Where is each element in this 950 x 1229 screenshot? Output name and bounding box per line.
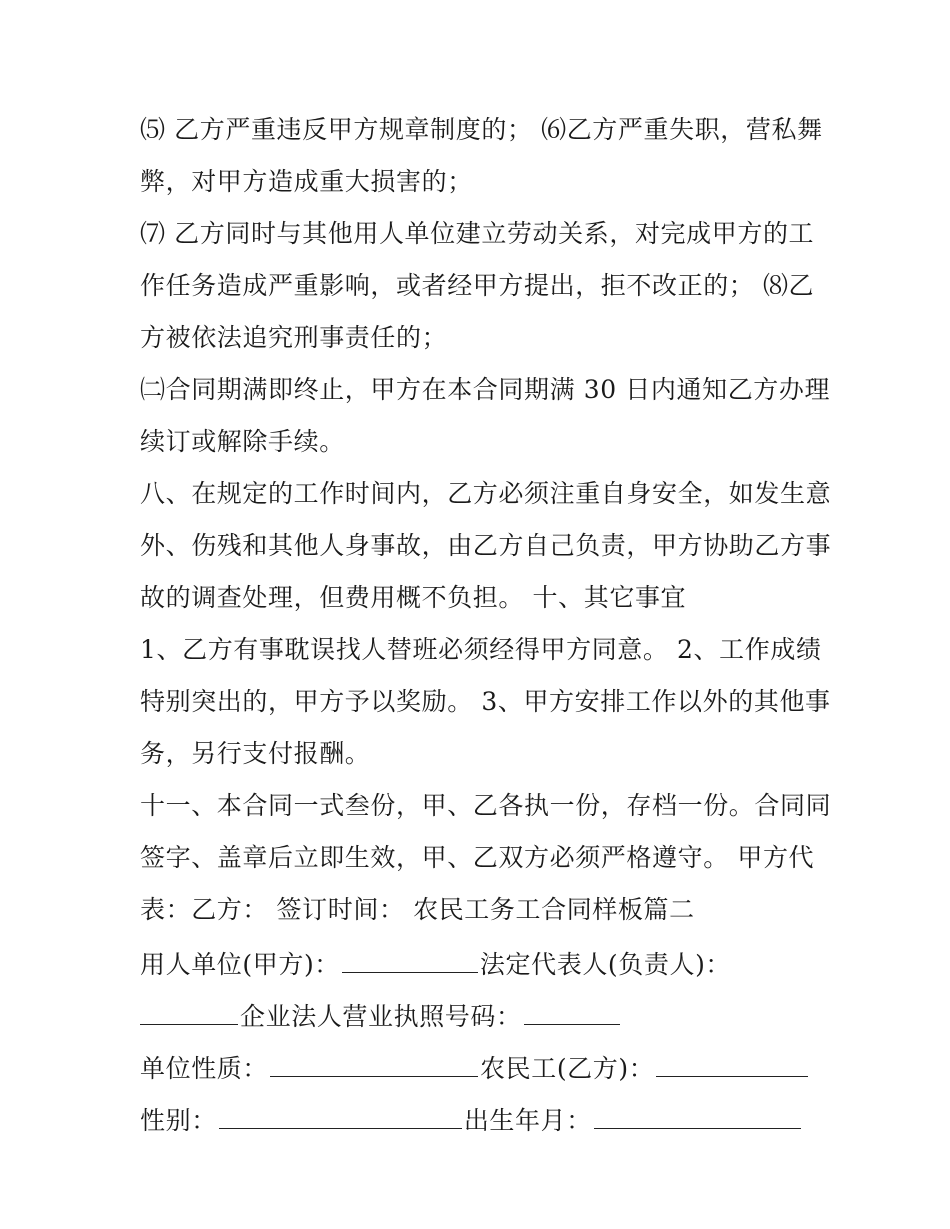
text-line: ⑺ 乙方同时与其他用人单位建立劳动关系，对完成甲方的工 — [140, 219, 815, 248]
text-line: 续订或解除手续。 — [140, 427, 345, 456]
text-line: 1、乙方有事耽误找人替班必须经得甲方同意。 2、工作成绩 — [140, 635, 822, 664]
text-line: 外、伤残和其他人身事故，由乙方自己负责，甲方协助乙方事 — [140, 531, 832, 560]
text-line: 十一、本合同一式叁份，甲、乙各执一份，存档一份。合同同 — [140, 791, 832, 820]
text-line: 弊，对甲方造成重大损害的； — [140, 167, 473, 196]
birth-label: 出生年月： — [463, 1106, 592, 1135]
employer-blank[interactable] — [342, 942, 478, 973]
worker-label: 农民工(乙方)： — [480, 1054, 655, 1083]
text-line: 务，另行支付报酬。 — [140, 739, 371, 768]
text-line: 作任务造成严重影响，或者经甲方提出，拒不改正的； ⑻乙 — [140, 271, 815, 300]
license-blank[interactable] — [524, 994, 620, 1025]
document-page — [140, 110, 832, 1150]
gender-blank[interactable] — [219, 1098, 462, 1129]
unit-nature-label: 单位性质： — [140, 1054, 269, 1083]
text-line: 八、在规定的工作时间内，乙方必须注重自身安全，如发生意 — [140, 479, 832, 508]
text-line: 方被依法追究刑事责任的； — [140, 323, 448, 352]
birth-blank[interactable] — [594, 1098, 801, 1129]
form-line-unit — [140, 1046, 820, 1098]
worker-blank[interactable] — [656, 1046, 808, 1077]
employer-label: 用人单位(甲方)： — [140, 950, 340, 979]
gender-label: 性别： — [140, 1106, 217, 1135]
text-line: ㈡合同期满即终止，甲方在本合同期满 30 日内通知乙方办理 — [140, 375, 831, 404]
form-line-gender — [140, 1098, 820, 1150]
text-line: 故的调查处理，但费用概不负担。 十、其它事宜 — [140, 583, 687, 612]
text-line: 表：乙方： 签订时间： 农民工务工合同样板篇二 — [140, 895, 695, 924]
form-line-employer — [140, 942, 820, 994]
legal-rep-blank[interactable] — [140, 994, 238, 1025]
form-line-license — [140, 994, 820, 1046]
license-label: 企业法人营业执照号码： — [240, 1002, 522, 1031]
text-line: 签字、盖章后立即生效，甲、乙双方必须严格遵守。 甲方代 — [140, 843, 815, 872]
unit-nature-blank[interactable] — [270, 1046, 478, 1077]
text-line: ⑸ 乙方严重违反甲方规章制度的； ⑹乙方严重失职，营私舞 — [140, 115, 823, 144]
text-line: 特别突出的，甲方予以奖励。 3、甲方安排工作以外的其他事 — [140, 687, 831, 716]
legal-rep-label: 法定代表人(负责人)： — [479, 950, 732, 979]
